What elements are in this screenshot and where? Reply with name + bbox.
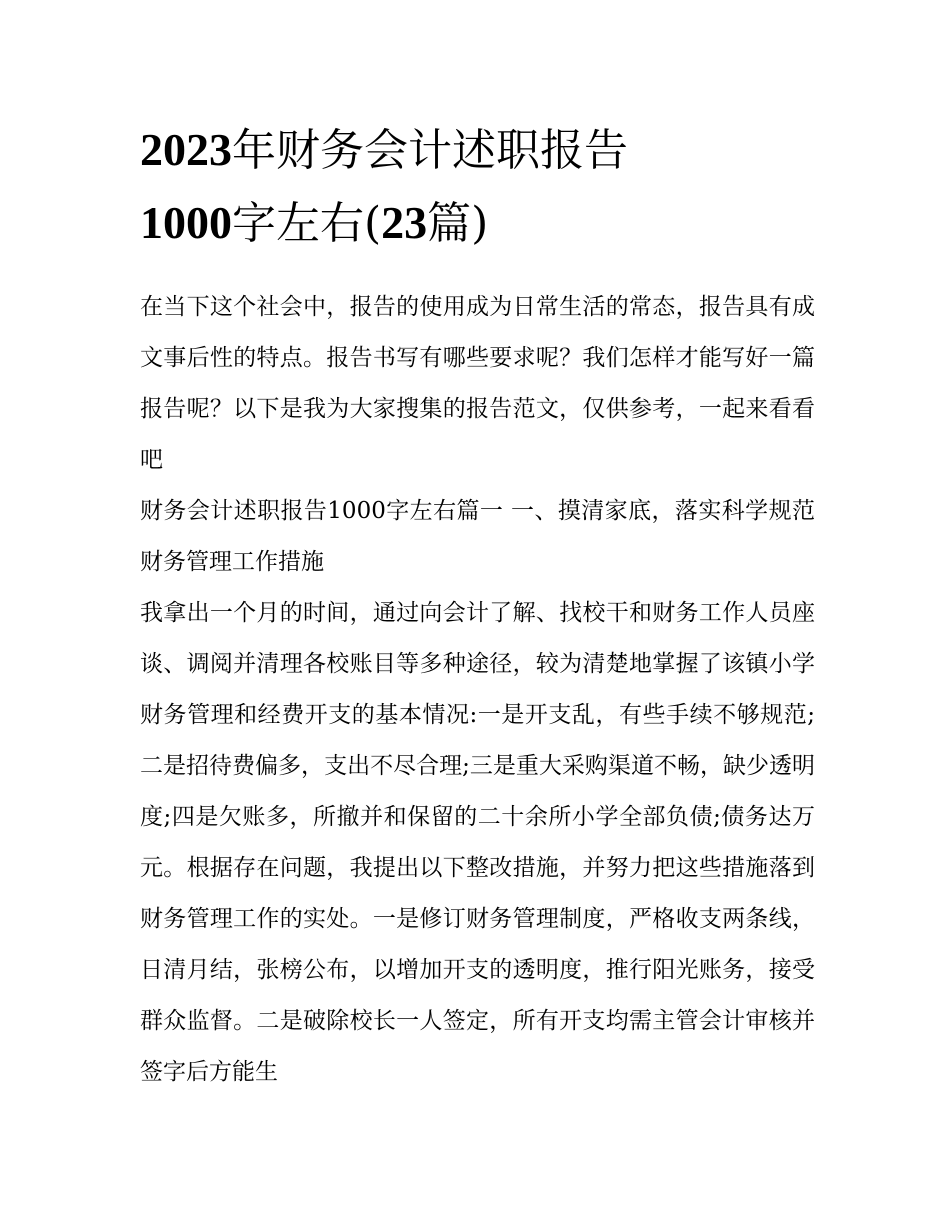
title-text-3: 篇) (427, 198, 489, 249)
title-line-1 (140, 114, 815, 187)
intro-paragraph: 在当下这个社会中，报告的使用成为日常生活的常态，报告具有成文事后性的特点。报告书写有哪些要求呢？我们怎样才能写好一篇报告呢？以下是我为大家搜集的报告范文，仅供参考，一起来看看吧 (140, 294, 815, 473)
title-text-1: 年财务会计述职报告 (232, 125, 628, 176)
title-text-2: 字左右( (232, 198, 382, 249)
title-article-count: 23 (381, 197, 428, 248)
document-body (140, 114, 815, 1098)
title-line-2 (140, 187, 815, 260)
document-title (140, 114, 815, 260)
section-heading-paragraph: 财务会计述职报告1000字左右篇一 一、摸清家底，落实科学规范财务管理工作措施 (140, 498, 815, 575)
body-paragraph: 我拿出一个月的时间，通过向会计了解、找校干和财务工作人员座谈、调阅并清理各校账目等多种途径，较为清楚地掌握了该镇小学财务管理和经费开支的基本情况:一是开支乱，有些手续不够规范;二是招待费偏多，支出不尽合理;三是重大采购渠道不畅，缺少透明度;四是欠账多，所撤并和保留的二十余所小学全部负债;债务达万元。根据存在问题，我提出以下整改措施，并努力把这些措施落到财务管理工作的实处。一是修订财务管理制度，严格收支两条线，日清月结，张榜公布，以增加开支的透明度，推行阳光账务，接受群众监督。二是破除校长一人签定，所有开支均需主管会计审核并签字后方能生 (140, 600, 815, 1085)
title-word-count: 1000 (140, 197, 232, 248)
title-year: 2023 (140, 124, 232, 175)
